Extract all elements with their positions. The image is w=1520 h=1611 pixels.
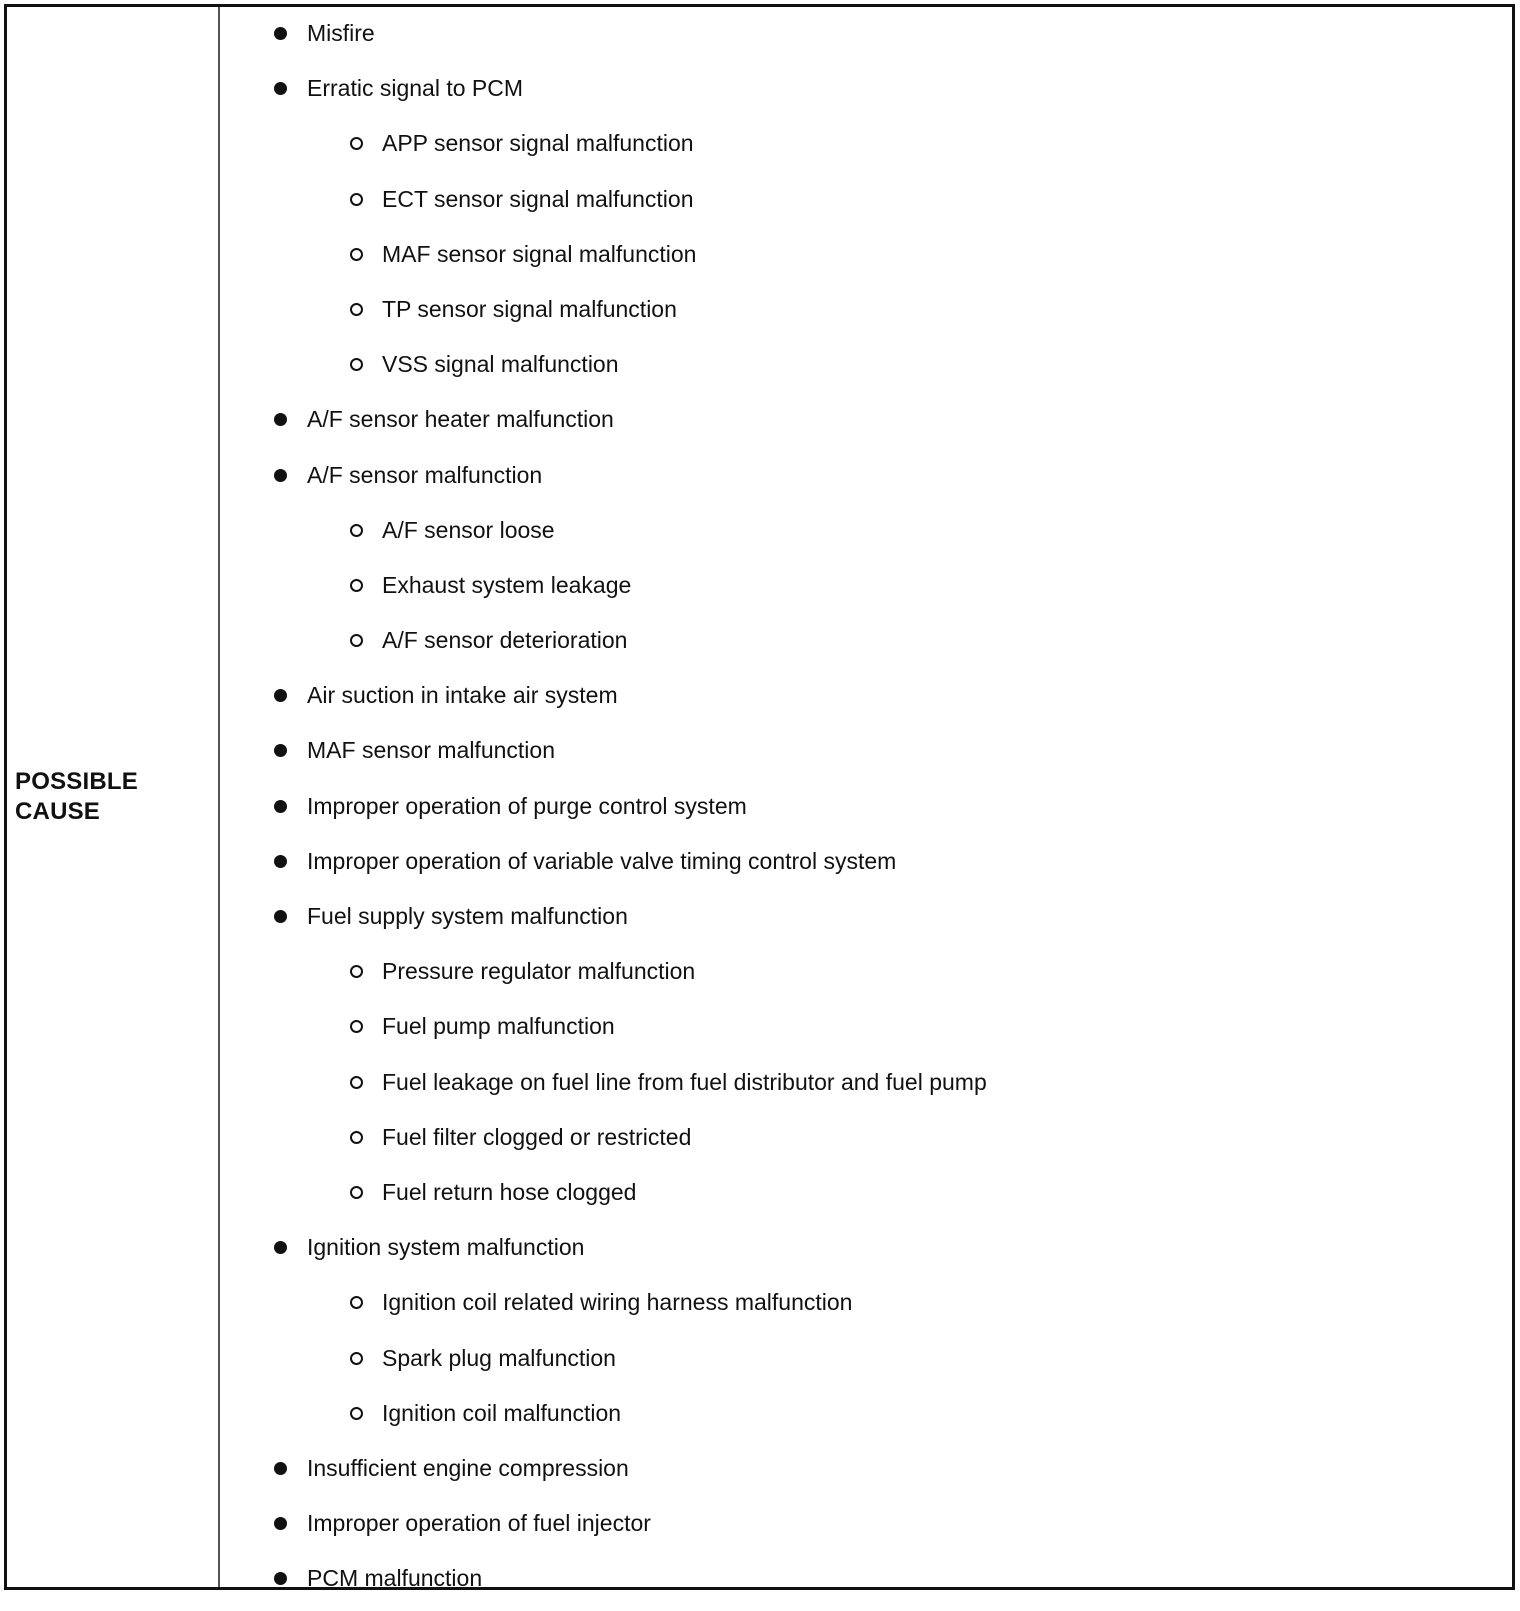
list-item-text: Erratic signal to PCM [307, 75, 524, 102]
list-item-text: A/F sensor heater malfunction [307, 406, 614, 433]
hollow-bullet-icon [350, 1186, 363, 1199]
list-item-text: TP sensor signal malfunction [382, 295, 677, 322]
list-item-text: Fuel filter clogged or restricted [382, 1123, 692, 1150]
list-item-text: Improper operation of fuel injector [307, 1510, 651, 1537]
filled-bullet-icon [274, 1517, 287, 1530]
filled-bullet-icon [274, 855, 287, 868]
list-item-text: A/F sensor malfunction [307, 461, 543, 488]
list-item-text: Fuel leakage on fuel line from fuel distributor and fuel pump [382, 1068, 987, 1095]
list-item-text: Exhaust system leakage [382, 571, 632, 598]
hollow-bullet-icon [350, 1352, 363, 1365]
hollow-bullet-icon [350, 1296, 363, 1309]
list-item-text: PCM malfunction [307, 1565, 483, 1592]
filled-bullet-icon [274, 689, 287, 702]
hollow-bullet-icon [350, 303, 363, 316]
filled-bullet-icon [274, 1572, 287, 1585]
hollow-bullet-icon [350, 1131, 363, 1144]
hollow-bullet-icon [350, 137, 363, 150]
filled-bullet-icon [274, 1462, 287, 1475]
list-item-text: APP sensor signal malfunction [382, 130, 694, 157]
filled-bullet-icon [274, 744, 287, 757]
list-item-text: Misfire [307, 20, 375, 46]
list-item-text: Spark plug malfunction [382, 1344, 616, 1371]
filled-bullet-icon [274, 1241, 287, 1254]
list-item-text: Fuel pump malfunction [382, 1013, 615, 1040]
filled-bullet-icon [274, 27, 287, 40]
list-item-text: Improper operation of purge control system [307, 792, 747, 819]
list-item-text: Improper operation of variable valve timing control system [307, 847, 897, 874]
hollow-bullet-icon [350, 1407, 363, 1420]
filled-bullet-icon [274, 469, 287, 482]
list-item-text: A/F sensor loose [382, 516, 555, 543]
hollow-bullet-icon [350, 524, 363, 537]
list-item-text: Pressure regulator malfunction [382, 958, 696, 985]
list-item-text: Ignition coil related wiring harness malfunction [382, 1289, 853, 1316]
hollow-bullet-icon [350, 358, 363, 371]
content-cell [220, 7, 1512, 1592]
hollow-bullet-icon [350, 1020, 363, 1033]
hollow-bullet-icon [350, 634, 363, 647]
hollow-bullet-icon [350, 965, 363, 978]
list-item-text: VSS signal malfunction [382, 351, 619, 378]
hollow-bullet-icon [350, 579, 363, 592]
hollow-bullet-icon [350, 193, 363, 206]
list-item-text: Fuel supply system malfunction [307, 903, 628, 929]
possible-cause-table [4, 4, 1515, 1590]
list-item-text: Fuel return hose clogged [382, 1178, 637, 1205]
filled-bullet-icon [274, 413, 287, 426]
list-item-text: Ignition coil malfunction [382, 1399, 622, 1426]
row-label: POSSIBLE CAUSE [15, 768, 138, 825]
list-item-text: Air suction in intake air system [307, 682, 618, 709]
list-item-text: ECT sensor signal malfunction [382, 185, 694, 212]
list-item-text: MAF sensor signal malfunction [382, 240, 697, 267]
hollow-bullet-icon [350, 248, 363, 261]
label-cell [7, 7, 220, 1587]
list-item-text: A/F sensor deterioration [382, 627, 628, 654]
hollow-bullet-icon [350, 1076, 363, 1089]
list-item-text: Ignition system malfunction [307, 1234, 585, 1261]
list-item-text: MAF sensor malfunction [307, 737, 555, 764]
list-item-text: Insufficient engine compression [307, 1454, 629, 1481]
filled-bullet-icon [274, 82, 287, 95]
filled-bullet-icon [274, 910, 287, 923]
filled-bullet-icon [274, 800, 287, 813]
